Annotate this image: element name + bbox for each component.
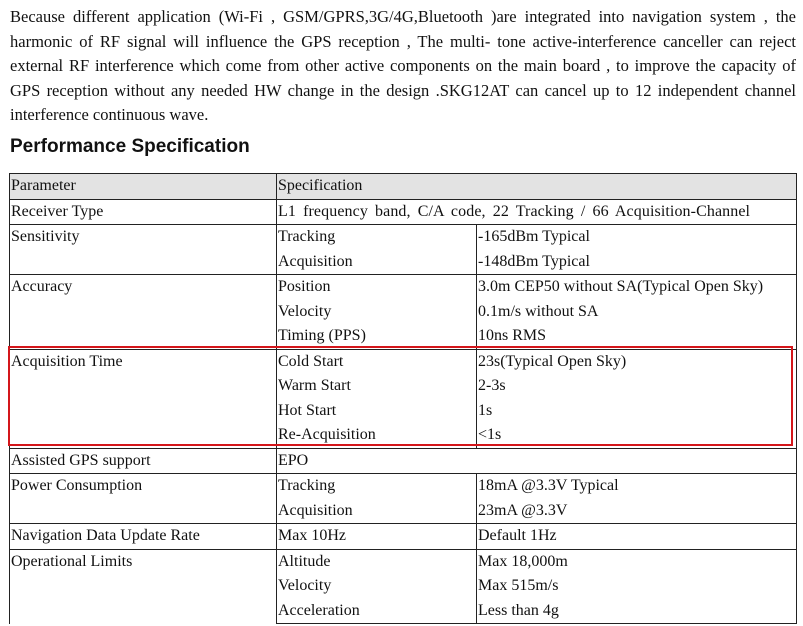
spec-value: L1 frequency band, C/A code, 22 Tracking / 66 Acquisition-Channel	[277, 199, 797, 225]
spec-value: EPO	[277, 448, 797, 474]
spec-item: Altitude	[277, 549, 477, 574]
spec-item: Re-Acquisition	[277, 423, 477, 448]
spec-value: Less than 4g	[477, 599, 797, 624]
spec-item: Warm Start	[277, 374, 477, 399]
table-header-row	[10, 174, 797, 200]
spec-item: Tracking	[277, 225, 477, 250]
spec-value: 23mA @3.3V	[477, 499, 797, 524]
param-label: Sensitivity	[10, 225, 277, 275]
table-row-acquisition-time	[10, 349, 797, 374]
spec-item: Hot Start	[277, 399, 477, 424]
spec-value: 2-3s	[477, 374, 797, 399]
spec-item: Cold Start	[277, 349, 477, 374]
spec-value: 1s	[477, 399, 797, 424]
spec-value: Max 18,000m	[477, 549, 797, 574]
spec-value: Max 515m/s	[477, 574, 797, 599]
spec-value: 0.1m/s without SA	[477, 300, 797, 325]
spec-item: Acquisition	[277, 250, 477, 275]
spec-value: Default 1Hz	[477, 524, 797, 550]
spec-item: Timing (PPS)	[277, 324, 477, 349]
intro-line: harmonic of RF signal will influence the GPS reception , The multi- tone active-interference canceller can reject	[10, 31, 796, 51]
spec-value: <1s	[477, 423, 797, 448]
param-label: Receiver Type	[10, 199, 277, 225]
intro-line: external RF interference which come from other active components on the main board , to improve the capacity	[10, 56, 777, 75]
spec-item: Position	[277, 275, 477, 300]
table-row-update-rate	[10, 524, 797, 550]
intro-line: channel interference continuous wave.	[10, 80, 797, 124]
intro-line: Because different application (Wi-Fi , GSM/GPRS,3G/4G,Bluetooth )are integrated into navigation system , the	[10, 7, 796, 26]
spec-item: Max 10Hz	[277, 524, 477, 550]
param-label: Assisted GPS support	[10, 448, 277, 474]
spec-value: -165dBm Typical	[477, 225, 797, 250]
spec-item: Acceleration	[277, 599, 477, 624]
table-row-sensitivity	[10, 225, 797, 250]
spec-item: Acquisition	[277, 499, 477, 524]
spec-value: -148dBm Typical	[477, 250, 797, 275]
spec-item: Velocity	[277, 574, 477, 599]
section-heading: Performance Specification	[10, 136, 250, 157]
spec-item: Tracking	[277, 474, 477, 499]
table-row-receiver-type	[10, 199, 797, 225]
header-parameter: Parameter	[10, 174, 277, 200]
spec-item: Velocity	[277, 300, 477, 325]
spec-value: 18mA @3.3V Typical	[477, 474, 797, 499]
table-row-power-consumption	[10, 474, 797, 499]
table-row-operational-limits	[10, 549, 797, 574]
spec-value: 23s(Typical Open Sky)	[477, 349, 797, 374]
param-label: Navigation Data Update Rate	[10, 524, 277, 550]
param-label: Power Consumption	[10, 474, 277, 524]
performance-spec-table	[9, 173, 797, 624]
header-specification: Specification	[277, 174, 797, 200]
spec-value: 10ns RMS	[477, 324, 797, 349]
table-row-assisted-gps	[10, 448, 797, 474]
param-label: Operational Limits	[10, 549, 277, 624]
param-label: Acquisition Time	[10, 349, 277, 448]
param-label: Accuracy	[10, 275, 277, 350]
spec-value: 3.0m CEP50 without SA(Typical Open Sky)	[477, 275, 797, 300]
intro-paragraph	[10, 5, 796, 128]
intro-line: of GPS reception without any needed HW change in the design .SKG12AT can cancel up to 12 independent	[10, 56, 797, 100]
table-row-accuracy	[10, 275, 797, 300]
